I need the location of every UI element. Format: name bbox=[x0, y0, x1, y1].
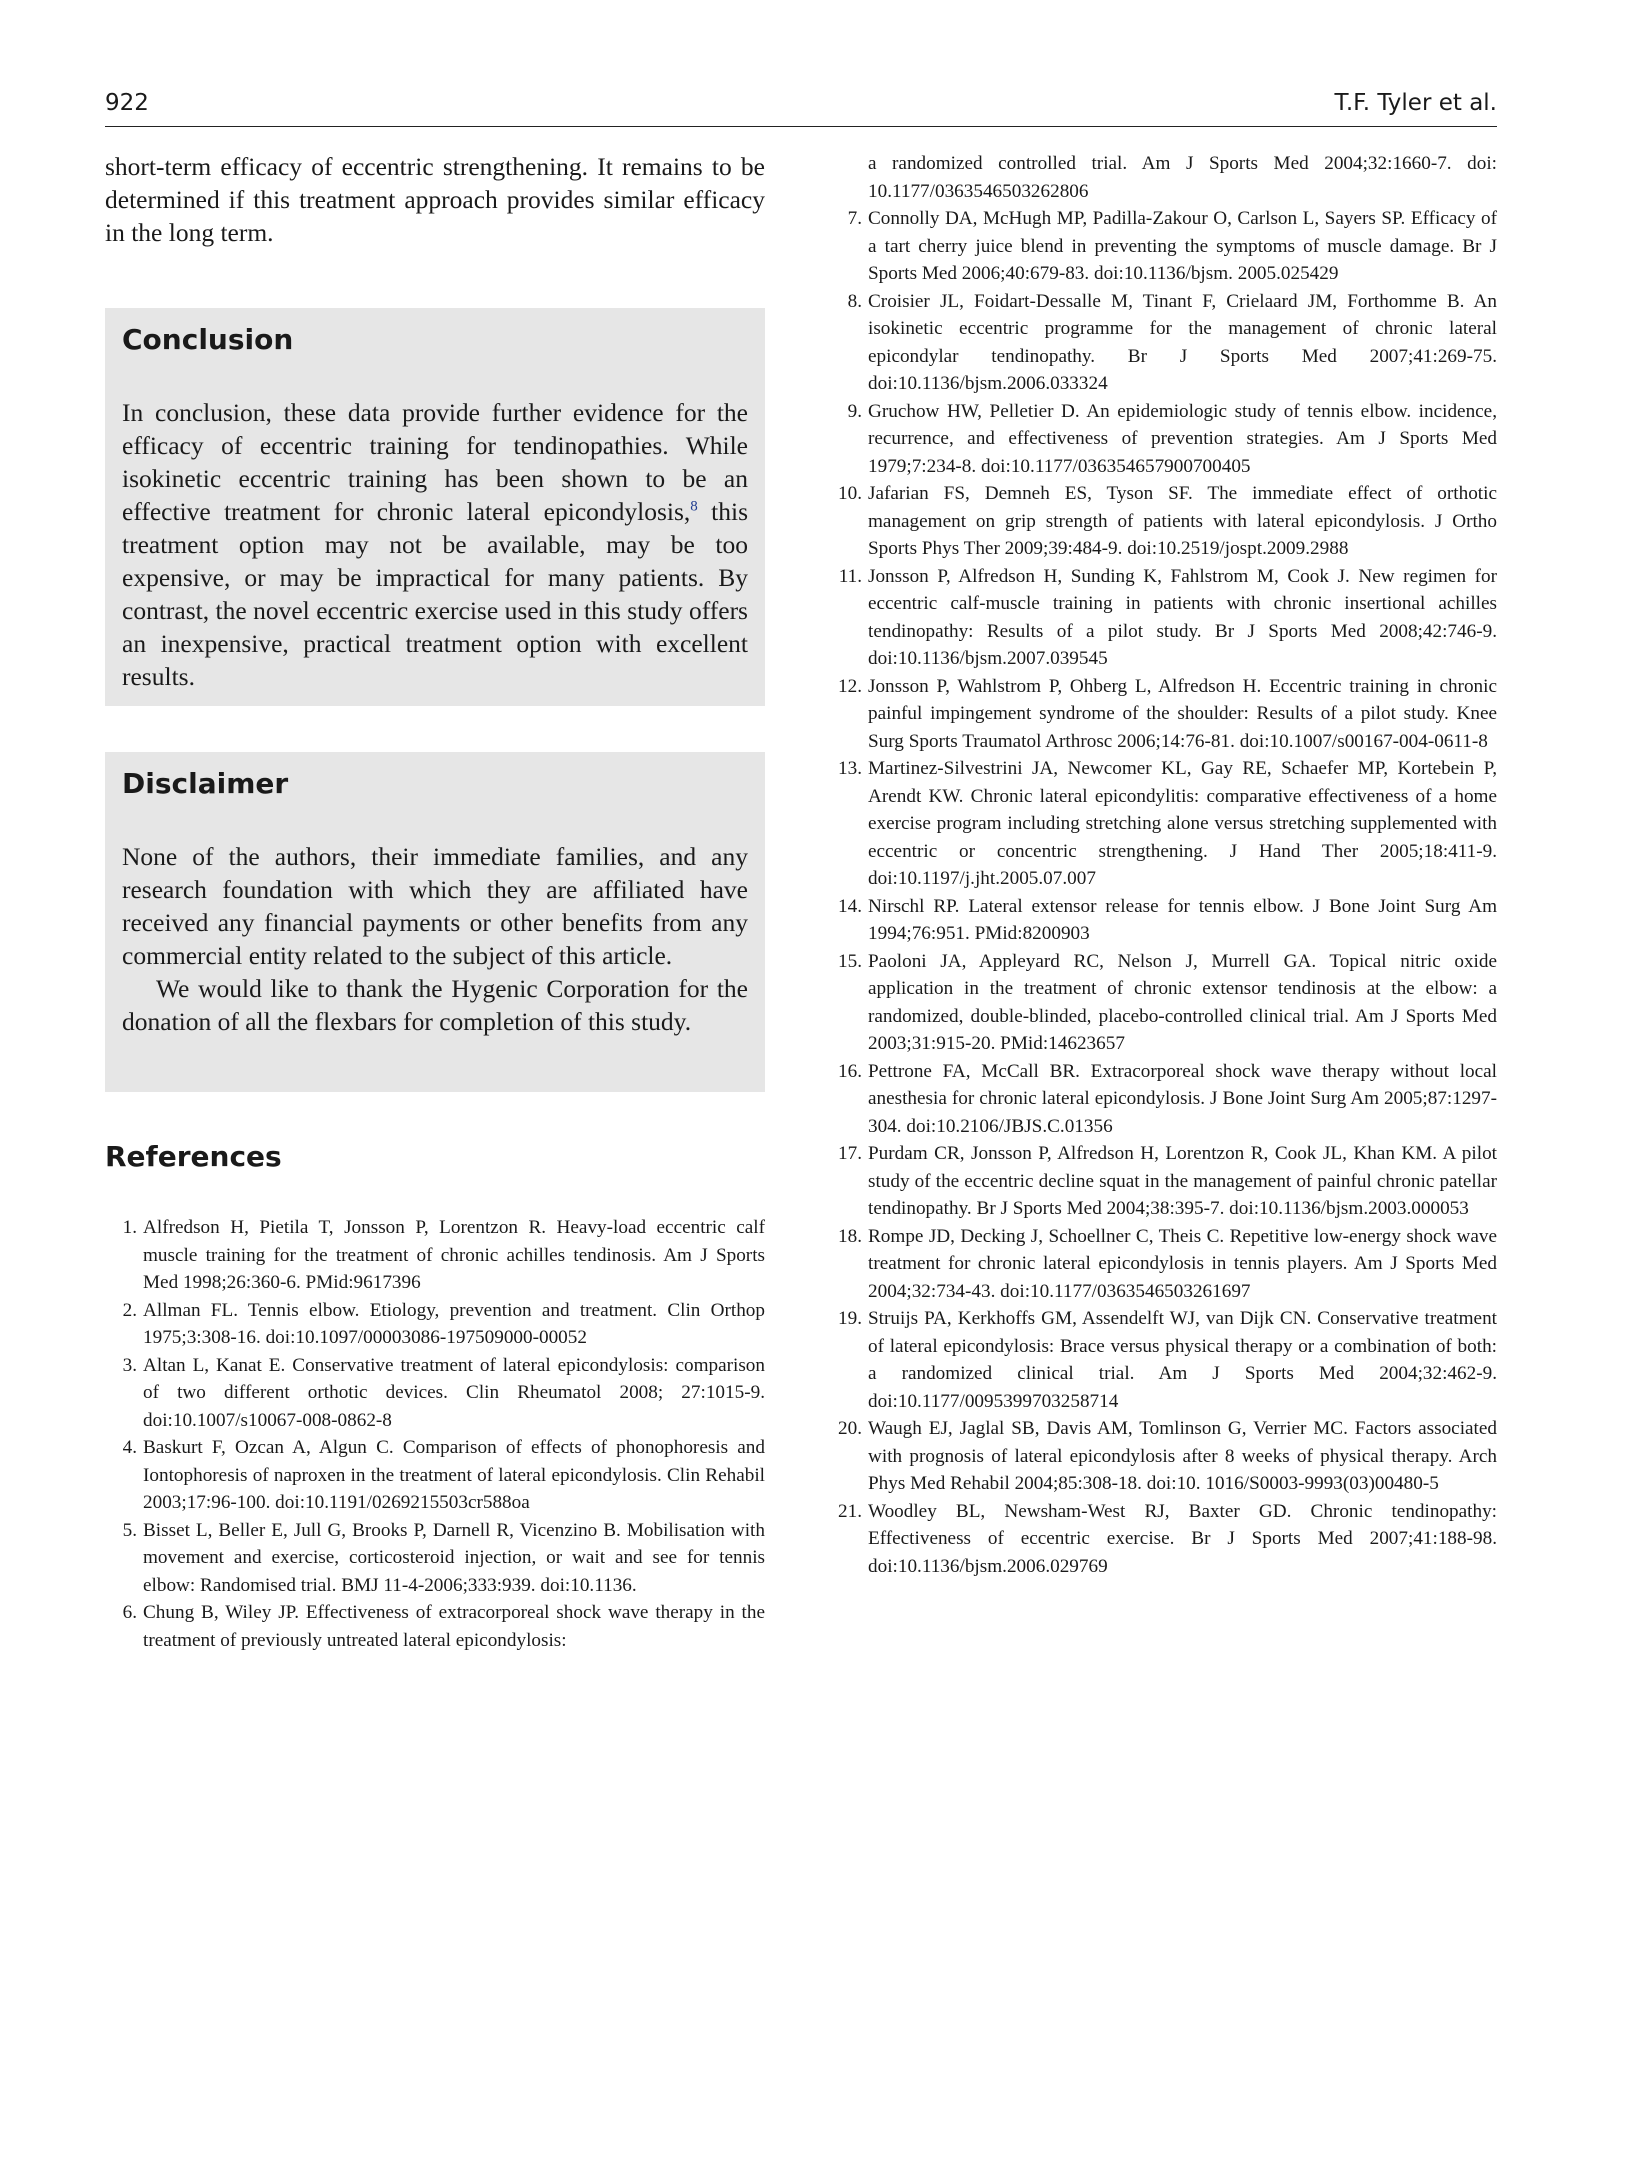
reference-text: Pettrone FA, McCall BR. Extracorporeal shock wave therapy without local anesthesia for chronic lateral epicondylosis. J Bone Joint Surg Am 2005;87:1297-304. doi:10.2106/JBJS.C.01356 bbox=[868, 1060, 1497, 1137]
reference-text: Rompe JD, Decking J, Schoellner C, Theis C. Repetitive low-energy shock wave treatment for chronic lateral epicondylosis in tennis players. Am J Sports Med 2004;32:734-43. doi:10.1177/0363546503261697 bbox=[868, 1225, 1497, 1302]
acknowledgment-paragraph: We would like to thank the Hygenic Corporation for the donation of all the flexbars for completion of this study. bbox=[122, 974, 748, 1036]
reference-item bbox=[830, 1058, 1497, 1141]
reference-number: 19. bbox=[838, 1308, 862, 1329]
reference-text: Paoloni JA, Appleyard RC, Nelson J, Murrell GA. Topical nitric oxide application in the treatment of chronic extensor tendinosis at the elbow: a randomized, double-blinded, placebo-controlled clinical trial. Am J Sports Med 2003;31:915-20. PMid:14623657 bbox=[868, 950, 1497, 1054]
reference-text: Croisier JL, Foidart-Dessalle M, Tinant F, Crielaard JM, Forthomme B. An isokinetic eccentric programme for the management of chronic lateral epicondylar tendinopathy. Br J Sports Med 2007;41:269-75. doi:10.1136/bjsm.2006.033324 bbox=[868, 290, 1497, 394]
reference-item bbox=[830, 480, 1497, 563]
reference-text: Waugh EJ, Jaglal SB, Davis AM, Tomlinson G, Verrier MC. Factors associated with prognosis of lateral epicondylosis after 8 weeks of physical therapy. Arch Phys Med Rehabil 2004;85:308-18. doi:10. 1016/S0003-9993(03)00480-5 bbox=[868, 1418, 1497, 1494]
reference-text: Nirschl RP. Lateral extensor release for tennis elbow. J Bone Joint Surg Am 1994;76:951. PMid:8200903 bbox=[868, 895, 1497, 944]
reference-text: Jonsson P, Alfredson H, Sunding K, Fahlstrom M, Cook J. New regimen for eccentric calf-muscle training in patients with chronic insertional achilles tendinopathy: Results of a pilot study. Br J Sports Med 2008;42:746-9. doi:10.1136/bjsm.2007.039545 bbox=[868, 565, 1497, 669]
left-column bbox=[105, 150, 765, 1651]
references-list-right bbox=[830, 150, 1497, 1580]
reference-item bbox=[830, 563, 1497, 673]
reference-number: 13. bbox=[838, 758, 862, 779]
reference-text: Martinez-Silvestrini JA, Newcomer KL, Gay RE, Schaefer MP, Kortebein P, Arendt KW. Chronic lateral epicondylitis: comparative effectiveness of a home exercise program including stretching alone versus stretching supplemented with eccentric or concentric strengthening. J Hand Ther 2005;18:411-9. doi:10.1197/j.jht.2005.07.007 bbox=[868, 758, 1497, 889]
disclaimer-box bbox=[105, 752, 765, 1092]
disclaimer-heading: Disclaimer bbox=[122, 767, 289, 800]
reference-number: 10. bbox=[838, 483, 862, 504]
reference-text: Jafarian FS, Demneh ES, Tyson SF. The immediate effect of orthotic management on grip strength of patients with lateral epicondylosis. J Ortho Sports Phys Ther 2009;39:484-9. doi:10.2519/jospt.2009.2988 bbox=[868, 483, 1497, 559]
reference-number: 12. bbox=[838, 675, 862, 697]
reference-item bbox=[830, 288, 1497, 398]
reference-item bbox=[105, 1214, 765, 1297]
reference-text: Baskurt F, Ozcan A, Algun C. Comparison of effects of phonophoresis and Iontophoresis of naproxen in the treatment of lateral epicondylosis. Clin Rehabil 2003;17:96-100. doi:10.1191/0269215503cr588oa bbox=[143, 1437, 765, 1513]
reference-text: a randomized controlled trial. Am J Sports Med 2004;32:1660-7. doi: 10.1177/0363546503262806 bbox=[868, 153, 1497, 202]
reference-item bbox=[830, 948, 1497, 1058]
reference-item bbox=[830, 1415, 1497, 1498]
reference-item bbox=[105, 1517, 765, 1600]
reference-text: Jonsson P, Wahlstrom P, Ohberg L, Alfredson H. Eccentric training in chronic painful impingement syndrome of the shoulder: Results of a pilot study. Knee Surg Sports Traumatol Arthrosc 2006;14:76-81. doi:10.1007/s00167-004-0611-8 bbox=[868, 675, 1497, 752]
running-header bbox=[105, 88, 1497, 127]
references-list-left bbox=[105, 1214, 765, 1654]
reference-text: Struijs PA, Kerkhoffs GM, Assendelft WJ, van Dijk CN. Conservative treatment of lateral epicondylosis: Brace versus physical therapy or a combination of both: a randomized clinical trial. Am J Sports Med 2004;32:462-9. doi:10.1177/0095399703258714 bbox=[868, 1308, 1497, 1412]
reference-number: 7. bbox=[847, 208, 862, 229]
reference-text: Allman FL. Tennis elbow. Etiology, prevention and treatment. Clin Orthop 1975;3:308-16. doi:10.1097/00003086-197509000-00052 bbox=[143, 1299, 765, 1348]
reference-number: 18. bbox=[838, 1225, 862, 1247]
reference-number: 6. bbox=[122, 1602, 137, 1623]
conclusion-heading: Conclusion bbox=[122, 323, 294, 356]
reference-item bbox=[830, 1305, 1497, 1415]
reference-item bbox=[105, 1352, 765, 1435]
running-head-authors: T.F. Tyler et al. bbox=[1334, 90, 1497, 116]
reference-continuation bbox=[830, 150, 1497, 205]
reference-number: 2. bbox=[122, 1299, 137, 1321]
reference-number: 3. bbox=[122, 1354, 137, 1376]
references-heading: References bbox=[105, 1140, 282, 1173]
reference-number: 8. bbox=[847, 290, 862, 312]
reference-text: Altan L, Kanat E. Conservative treatment of lateral epicondylosis: comparison of two different orthotic devices. Clin Rheumatol 2008; 27:1015-9. doi:10.1007/s10067-008-0862-8 bbox=[143, 1354, 765, 1431]
page-number: 922 bbox=[105, 90, 149, 116]
reference-item bbox=[830, 1140, 1497, 1223]
conclusion-box bbox=[105, 308, 765, 706]
conclusion-paragraph bbox=[122, 396, 748, 693]
disclaimer-paragraph: None of the authors, their immediate families, and any research foundation with which they are affiliated have received any financial payments or other benefits from any commercial entity related to the subject of this article. bbox=[122, 842, 748, 970]
intro-paragraph: short-term efficacy of eccentric strengthening. It remains to be determined if this treatment approach provides similar efficacy in the long term. bbox=[105, 152, 765, 247]
reference-number: 17. bbox=[838, 1143, 862, 1164]
reference-text: Purdam CR, Jonsson P, Alfredson H, Lorentzon R, Cook JL, Khan KM. A pilot study of the eccentric decline squat in the management of painful chronic patellar tendinopathy. Br J Sports Med 2004;38:395-7. doi:10.1136/bjsm.2003.000053 bbox=[868, 1143, 1497, 1219]
reference-text: Connolly DA, McHugh MP, Padilla-Zakour O, Carlson L, Sayers SP. Efficacy of a tart cherry juice blend in preventing the symptoms of muscle damage. Br J Sports Med 2006;40:679-83. doi:10.1136/bjsm. 2005.025429 bbox=[868, 208, 1497, 284]
reference-number: 5. bbox=[122, 1519, 137, 1541]
reference-number: 14. bbox=[838, 895, 862, 917]
reference-number: 21. bbox=[838, 1500, 862, 1522]
reference-number: 11. bbox=[838, 565, 862, 587]
reference-item bbox=[830, 755, 1497, 893]
reference-number: 15. bbox=[838, 950, 862, 972]
reference-item bbox=[830, 205, 1497, 288]
reference-number: 4. bbox=[122, 1437, 137, 1458]
reference-item bbox=[830, 893, 1497, 948]
reference-number: 1. bbox=[122, 1217, 137, 1238]
citation-link[interactable]: 8 bbox=[690, 498, 698, 515]
reference-text: Alfredson H, Pietila T, Jonsson P, Lorentzon R. Heavy-load eccentric calf muscle training for the treatment of chronic achilles tendinosis. Am J Sports Med 1998;26:360-6. PMid:9617396 bbox=[143, 1217, 765, 1293]
reference-text: Woodley BL, Newsham-West RJ, Baxter GD. Chronic tendinopathy: Effectiveness of eccentric exercise. Br J Sports Med 2007;41:188-98. doi:10.1136/bjsm.2006.029769 bbox=[868, 1500, 1497, 1577]
reference-item bbox=[830, 673, 1497, 756]
reference-item bbox=[830, 398, 1497, 481]
reference-item bbox=[830, 1223, 1497, 1306]
conclusion-text-before: In conclusion, these data provide further evidence for the efficacy of eccentric training for tendinopathies. While isokinetic eccentric training has been shown to be an effective treatment for chronic lateral epicondylosis, bbox=[122, 398, 748, 526]
conclusion-text-after: this treatment option may not be available, may be too expensive, or may be impractical for many patients. By contrast, the novel eccentric exercise used in this study offers an inexpensive, practical treatment option with excellent results. bbox=[122, 497, 748, 691]
reference-number: 9. bbox=[847, 400, 862, 422]
reference-text: Chung B, Wiley JP. Effectiveness of extracorporeal shock wave therapy in the treatment of previously untreated lateral epicondylosis: bbox=[143, 1602, 765, 1651]
reference-number: 20. bbox=[838, 1418, 862, 1439]
reference-item bbox=[830, 1498, 1497, 1581]
reference-item bbox=[105, 1297, 765, 1352]
reference-text: Gruchow HW, Pelletier D. An epidemiologic study of tennis elbow. incidence, recurrence, and effectiveness of prevention strategies. Am J Sports Med 1979;7:234-8. doi:10.1177/036354657900700405 bbox=[868, 400, 1497, 477]
reference-item bbox=[105, 1599, 765, 1654]
reference-number: 16. bbox=[838, 1060, 862, 1082]
reference-item bbox=[105, 1434, 765, 1517]
reference-text: Bisset L, Beller E, Jull G, Brooks P, Darnell R, Vicenzino B. Mobilisation with movement and exercise, corticosteroid injection, or wait and see for tennis elbow: Randomised trial. BMJ 11-4-2006;333:939. doi:10.1136. bbox=[143, 1519, 765, 1596]
